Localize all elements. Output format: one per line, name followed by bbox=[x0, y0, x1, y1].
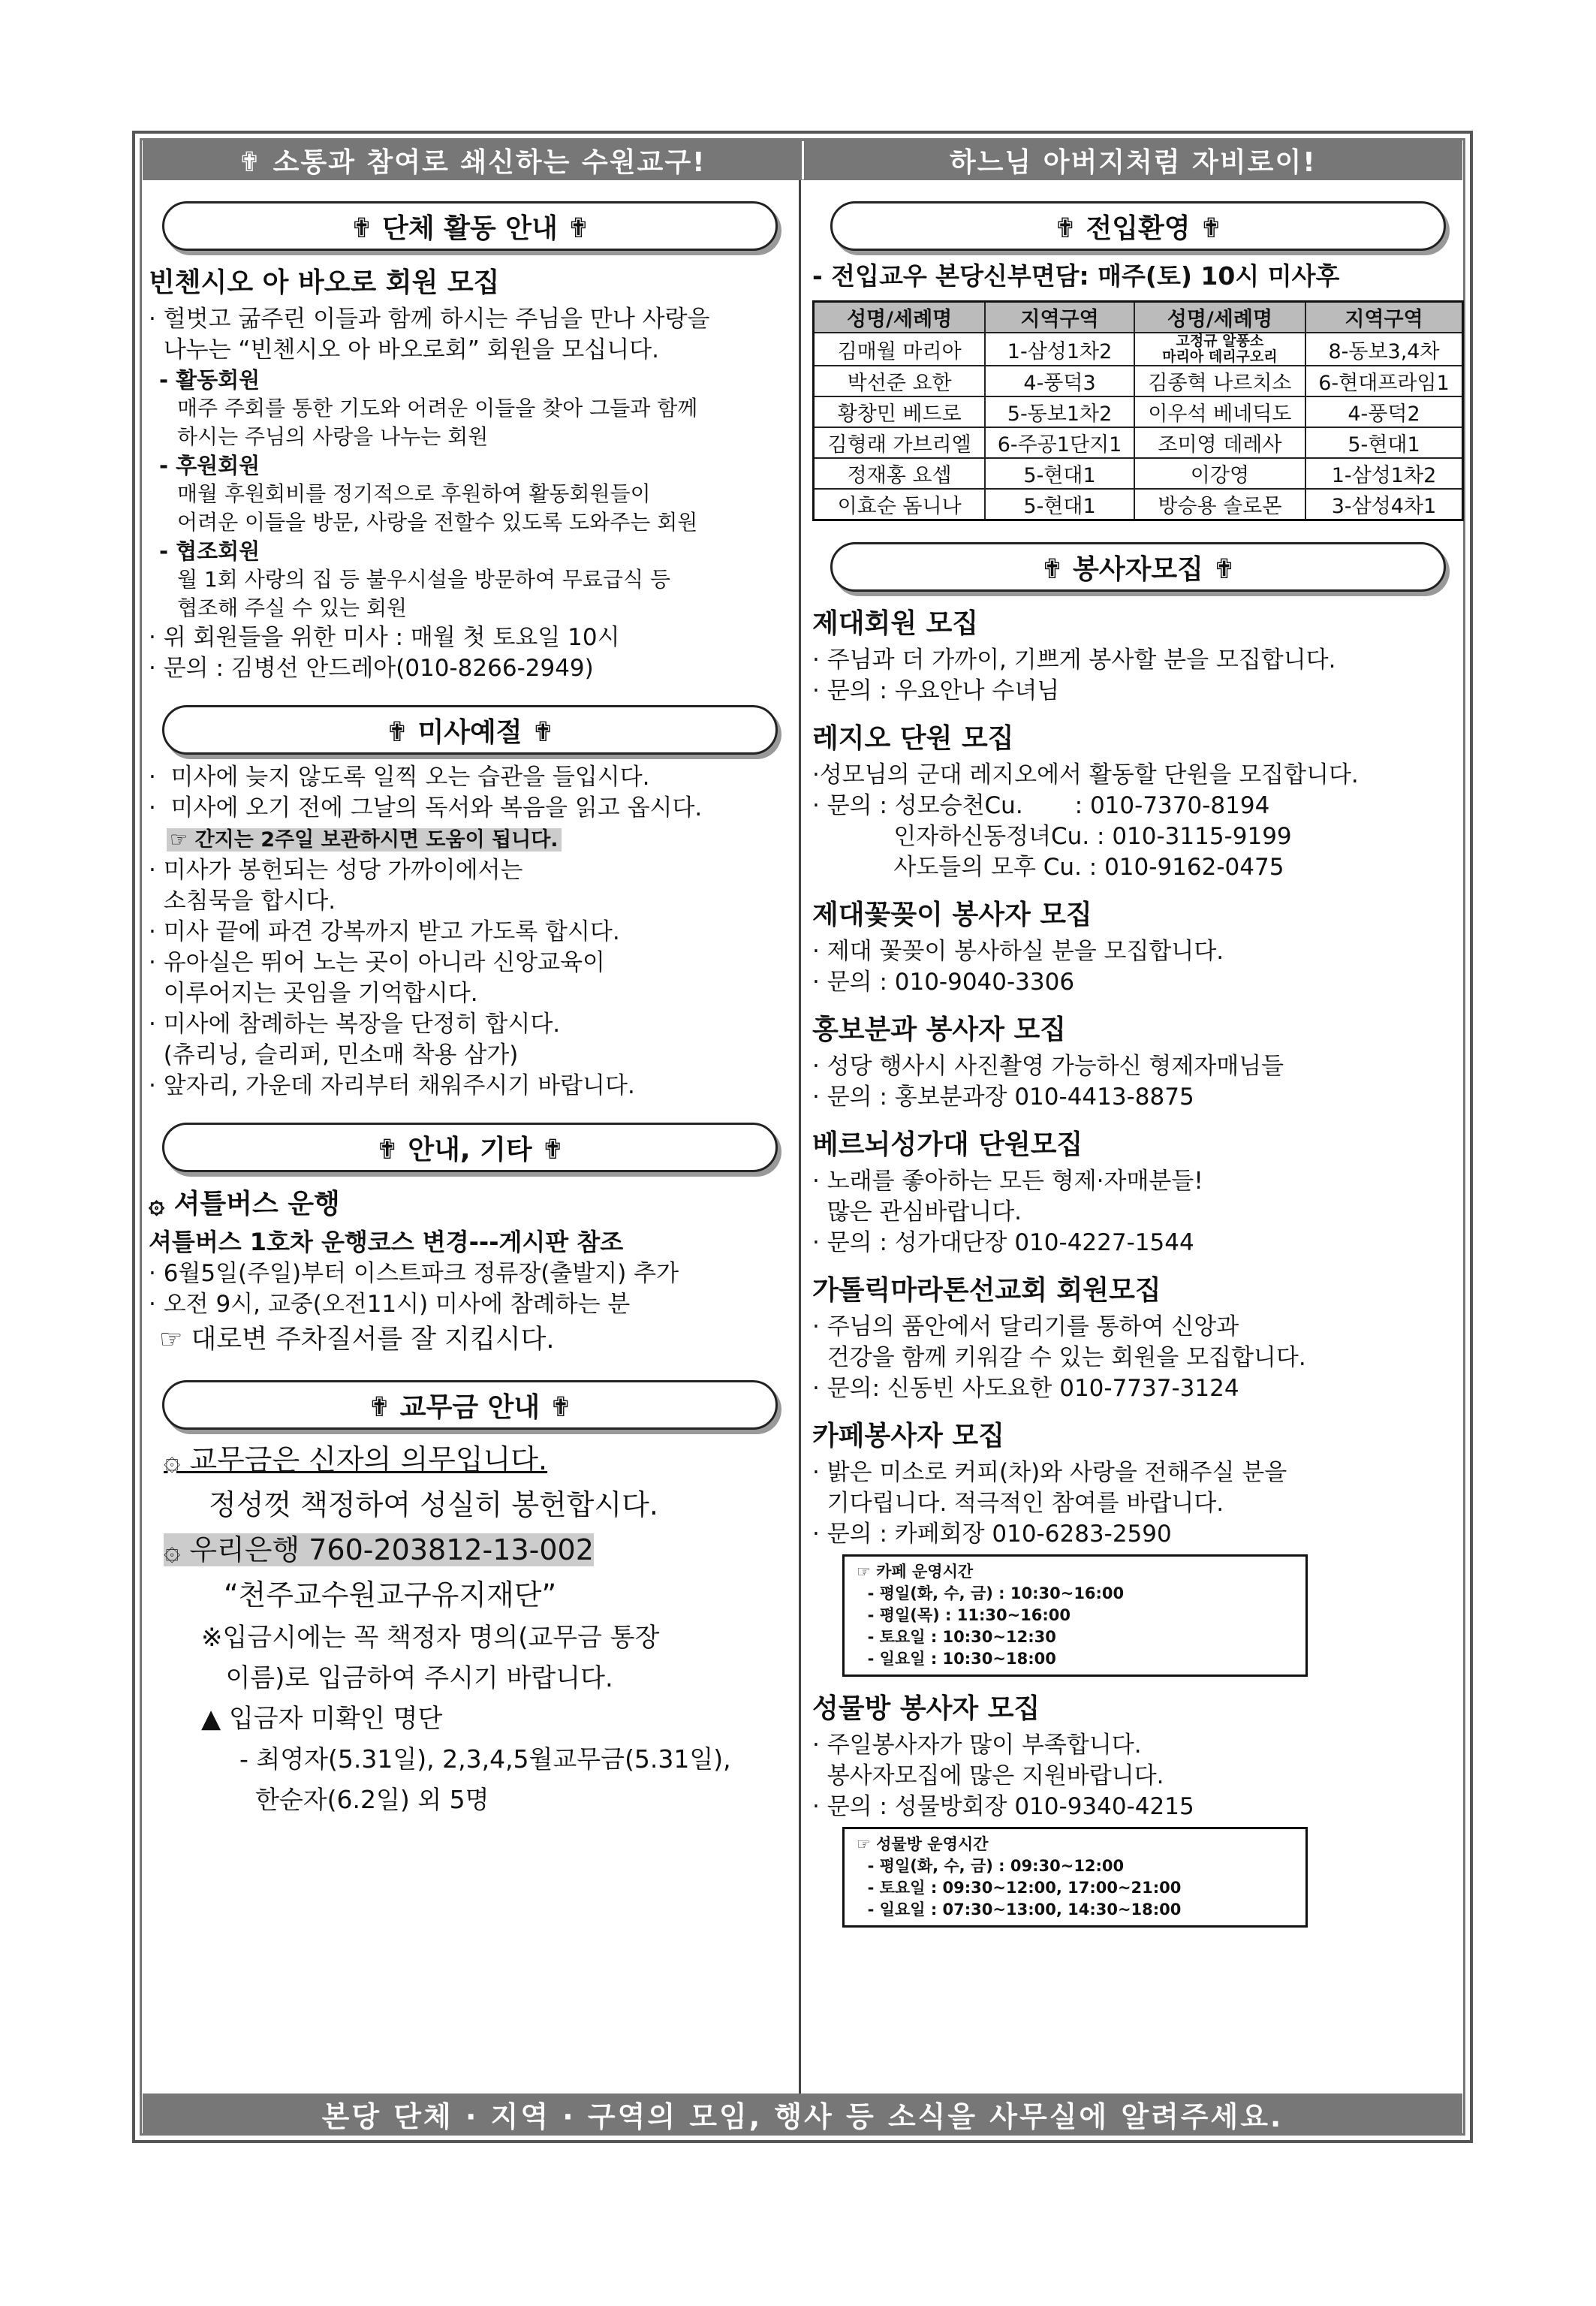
right-column bbox=[812, 180, 1464, 1934]
table-cell: 5-현대1 bbox=[985, 489, 1134, 520]
table-cell: 4-풍덕3 bbox=[985, 366, 1134, 396]
table-cell: 황창민 베드로 bbox=[814, 396, 986, 427]
table-cell: 조미영 데레사 bbox=[1134, 427, 1305, 458]
cafe-info: · 밝은 미소로 커피(차)와 사랑을 전해주실 분을 기다립니다. 적극적인 참여를 바랍니다. bbox=[812, 1459, 1287, 1517]
notice-title: ✟ 안내, 기타 ✟ bbox=[162, 1123, 778, 1172]
member-desc-3: 월 1회 사랑의 집 등 불우시설을 방문하여 무료급식 등 협조해 주실 수 있는 회원 bbox=[177, 567, 671, 620]
vincent-mass: · 위 회원들을 위한 미사 : 매월 첫 토요일 10시 bbox=[149, 624, 620, 651]
etiquette-item: · 미사에 오기 전에 그날의 독서와 복음을 읽고 옵시다. bbox=[149, 794, 703, 821]
table-row bbox=[814, 489, 1463, 520]
shop-hours-box: ☞ 성물방 운영시간 - 평일(화, 수, 금) : 09:30~12:00 - 토요일 : 09:30~12:00, 17:00~21:00 - 일요일 : 07:30~13:00, 14:30~18:00 bbox=[842, 1827, 1308, 1928]
bottom-banner: 본당 단체 · 지역 · 구역의 모임, 행사 등 소식을 사무실에 알려주세요. bbox=[143, 2093, 1462, 2134]
flower-info: · 제대 꽃꽂이 봉사하실 분을 모집합니다. bbox=[812, 938, 1224, 965]
mass-etiquette-title: ✟ 미사예절 ✟ bbox=[162, 705, 778, 755]
etiquette-item: · 유아실은 뛰어 노는 곳이 아니라 신앙교육이 이루어지는 곳임을 기억합시다. bbox=[149, 949, 606, 1007]
choir-heading: 베르뇌성가대 단원모집 bbox=[812, 1129, 1083, 1160]
dues-title: ✟ 교무금 안내 ✟ bbox=[162, 1380, 778, 1430]
choir-contact: · 문의 : 성가대단장 010-4227-1544 bbox=[812, 1229, 1194, 1256]
altar-info: · 주님과 더 가까이, 기쁘게 봉사할 분을 모집합니다. bbox=[812, 647, 1336, 674]
table-cell: 6-현대프라임1 bbox=[1305, 366, 1463, 396]
volunteer-title: ✟ 봉사자모집 ✟ bbox=[830, 542, 1446, 592]
legio-info: ·성모님의 군대 레지오에서 활동할 단원을 모집합니다. bbox=[812, 761, 1359, 788]
table-cell: 이강영 bbox=[1134, 458, 1305, 489]
table-cell: 정재홍 요셉 bbox=[814, 458, 986, 489]
table-cell: 6-주공1단지1 bbox=[985, 427, 1134, 458]
table-cell: 고정규 알퐁소 마리아 데리구오리 bbox=[1134, 333, 1305, 366]
vincent-intro: · 헐벗고 굶주린 이들과 함께 하시는 주님을 만나 사랑을 나누는 “빈첸시오 아 바오로회” 회원을 모십니다. bbox=[149, 306, 710, 363]
marathon-heading: 가톨릭마라톤선교회 회원모집 bbox=[812, 1275, 1161, 1306]
table-header-cell: 지역구역 bbox=[985, 302, 1134, 333]
table-cell: 김매월 마리아 bbox=[814, 333, 986, 366]
welcome-title: ✟ 전입환영 ✟ bbox=[830, 201, 1446, 251]
etiquette-item: · 미사에 늦지 않도록 일찍 오는 습관을 들입시다. bbox=[149, 764, 650, 791]
cafe-heading: 카페봉사자 모집 bbox=[812, 1421, 1004, 1451]
table-cell: 김종혁 나르치소 bbox=[1134, 366, 1305, 396]
table-body bbox=[814, 333, 1463, 520]
shuttle-heading: ۞ 셔틀버스 운행 bbox=[149, 1189, 340, 1219]
legio-contact: · 문의 : 성모승천Cu. : 010-7370-8194 bbox=[812, 792, 1270, 819]
altar-contact: · 문의 : 우요안나 수녀님 bbox=[812, 677, 1060, 704]
table-cell: 5-현대1 bbox=[1305, 427, 1463, 458]
table-cell: 1-삼성1차2 bbox=[985, 333, 1134, 366]
account-holder: “천주교수원교구유지재단” bbox=[224, 1578, 557, 1611]
bank-account: ۞ 우리은행 760-203812-13-002 bbox=[164, 1533, 594, 1566]
table-cell: 5-동보1차2 bbox=[985, 396, 1134, 427]
cafe-hours-box: ☞ 카페 운영시간 - 평일(화, 수, 금) : 10:30~16:00 - 평일(목) : 11:30~16:00 - 토요일 : 10:30~12:30 - 일요일 : 10:30~18:00 bbox=[842, 1554, 1308, 1677]
altar-heading: 제대회원 모집 bbox=[812, 608, 979, 639]
flower-heading: 제대꽃꽂이 봉사자 모집 bbox=[812, 900, 1092, 930]
shuttle-subheading: 셔틀버스 1호차 운행코스 변경---게시판 참조 bbox=[149, 1228, 624, 1256]
table-cell: 8-동보3,4차 bbox=[1305, 333, 1463, 366]
marathon-info: · 주님의 품안에서 달리기를 통하여 신앙과 건강을 함께 키워갈 수 있는 회원을 모집합니다. bbox=[812, 1313, 1306, 1371]
table-header-cell: 지역구역 bbox=[1305, 302, 1463, 333]
table-header-row bbox=[814, 302, 1463, 333]
pr-info: · 성당 행사시 사진촬영 가능하신 형제자매님들 bbox=[812, 1053, 1284, 1080]
top-banner-right: 하느님 아버지처럼 자비로이! bbox=[949, 146, 1317, 178]
etiquette-item: · 미사가 봉헌되는 성당 가까이에서는 소침묵을 합시다. bbox=[149, 857, 523, 915]
shuttle-info: · 오전 9시, 교중(오전11시) 미사에 참례하는 분 bbox=[149, 1291, 631, 1318]
member-desc-2: 매월 후원회비를 정기적으로 후원하여 활동회원들이 어려운 이들을 방문, 사랑을 전할수 있도록 도와주는 회원 bbox=[177, 481, 698, 535]
table-cell: 1-삼성1차2 bbox=[1305, 458, 1463, 489]
member-type-2: - 후원회원 bbox=[159, 453, 260, 478]
unverified-depositors-list: - 최영자(5.31일), 2,3,4,5월교무금(5.31일), 한순자(6.2일) 외 5명 bbox=[239, 1744, 731, 1814]
vincent-contact: · 문의 : 김병선 안드레아(010-8266-2949) bbox=[149, 655, 594, 682]
legio-contact: 인자하신동정녀Cu. : 010-3115-9199 bbox=[812, 823, 1292, 850]
choir-info: · 노래를 좋아하는 모든 형제·자매분들! 많은 관심바랍니다. bbox=[812, 1168, 1203, 1225]
left-column bbox=[149, 180, 791, 1820]
legio-contact: 사도들의 모후 Cu. : 010-9162-0475 bbox=[812, 854, 1284, 881]
flower-contact: · 문의 : 010-9040-3306 bbox=[812, 969, 1075, 996]
etiquette-note: ☞ 간지는 2주일 보관하시면 도움이 됩니다. bbox=[167, 828, 562, 852]
table-cell: 방승용 솔로몬 bbox=[1134, 489, 1305, 520]
group-activity-title: ✟ 단체 활동 안내 ✟ bbox=[162, 201, 778, 251]
shop-contact: · 문의 : 성물방회장 010-9340-4215 bbox=[812, 1793, 1194, 1820]
dues-obligation: ۞ 교무금은 신자의 의무입니다. bbox=[164, 1443, 548, 1476]
dues-guidance: 정성껏 책정하여 성실히 봉헌합시다. bbox=[209, 1488, 658, 1521]
table-row bbox=[814, 396, 1463, 427]
pr-contact: · 문의 : 홍보분과장 010-4413-8875 bbox=[812, 1084, 1194, 1111]
table-cell: 4-풍덕2 bbox=[1305, 396, 1463, 427]
top-banner bbox=[143, 140, 1462, 180]
table-cell: 3-삼성4차1 bbox=[1305, 489, 1463, 520]
marathon-contact: · 문의: 신동빈 사도요한 010-7737-3124 bbox=[812, 1375, 1239, 1402]
deposit-note: ※입금시에는 꼭 책정자 명의(교무금 통장 이름)로 입금하여 주시기 바랍니다. bbox=[201, 1623, 660, 1693]
table-row bbox=[814, 427, 1463, 458]
table-cell: 이효순 돔니나 bbox=[814, 489, 986, 520]
legio-heading: 레지오 단원 모집 bbox=[812, 723, 1014, 754]
table-cell: 김형래 가브리엘 bbox=[814, 427, 986, 458]
shop-heading: 성물방 봉사자 모집 bbox=[812, 1693, 1040, 1724]
etiquette-item: · 미사 끝에 파견 강복까지 받고 가도록 합시다. bbox=[149, 918, 620, 945]
table-header-cell: 성명/세례명 bbox=[814, 302, 986, 333]
cafe-contact: · 문의 : 카페회장 010-6283-2590 bbox=[812, 1521, 1172, 1548]
etiquette-item: · 미사에 참례하는 복장을 단정히 합시다. (츄리닝, 슬리퍼, 민소매 착용 삼가) bbox=[149, 1011, 561, 1069]
table-cell: 이우석 베네딕도 bbox=[1134, 396, 1305, 427]
bulletin-page bbox=[132, 131, 1473, 2143]
table-row bbox=[814, 458, 1463, 489]
table-row bbox=[814, 333, 1463, 366]
table-cell: 박선준 요한 bbox=[814, 366, 986, 396]
top-banner-left: ✟ 소통과 참여로 쇄신하는 수원교구! bbox=[143, 141, 804, 179]
member-type-3: - 협조회원 bbox=[159, 538, 260, 564]
welcome-info: - 전입교우 본당신부면담: 매주(토) 10시 미사후 bbox=[812, 261, 1340, 291]
member-desc-1: 매주 주회를 통한 기도와 어려운 이들을 찾아 그들과 함께 하시는 주님의 사랑을 나누는 회원 bbox=[177, 396, 698, 449]
newcomer-table bbox=[812, 300, 1464, 521]
parking-notice: ☞ 대로변 주차질서를 잘 지킵시다. bbox=[159, 1325, 555, 1355]
unverified-depositors-heading: ▲ 입금자 미확인 명단 bbox=[201, 1704, 443, 1734]
shop-info: · 주일봉사자가 많이 부족합니다. 봉사자모집에 많은 지원바랍니다. bbox=[812, 1732, 1164, 1789]
pr-heading: 홍보분과 봉사자 모집 bbox=[812, 1014, 1067, 1045]
vincent-heading: 빈첸시오 아 바오로 회원 모집 bbox=[149, 267, 500, 298]
table-row bbox=[814, 366, 1463, 396]
member-type-1: - 활동회원 bbox=[159, 367, 260, 393]
column-divider bbox=[799, 180, 801, 2093]
etiquette-item: · 앞자리, 가운데 자리부터 채워주시기 바랍니다. bbox=[149, 1072, 635, 1099]
table-header-cell: 성명/세례명 bbox=[1134, 302, 1305, 333]
table-cell: 5-현대1 bbox=[985, 458, 1134, 489]
shuttle-info: · 6월5일(주일)부터 이스트파크 정류장(출발지) 추가 bbox=[149, 1260, 679, 1287]
